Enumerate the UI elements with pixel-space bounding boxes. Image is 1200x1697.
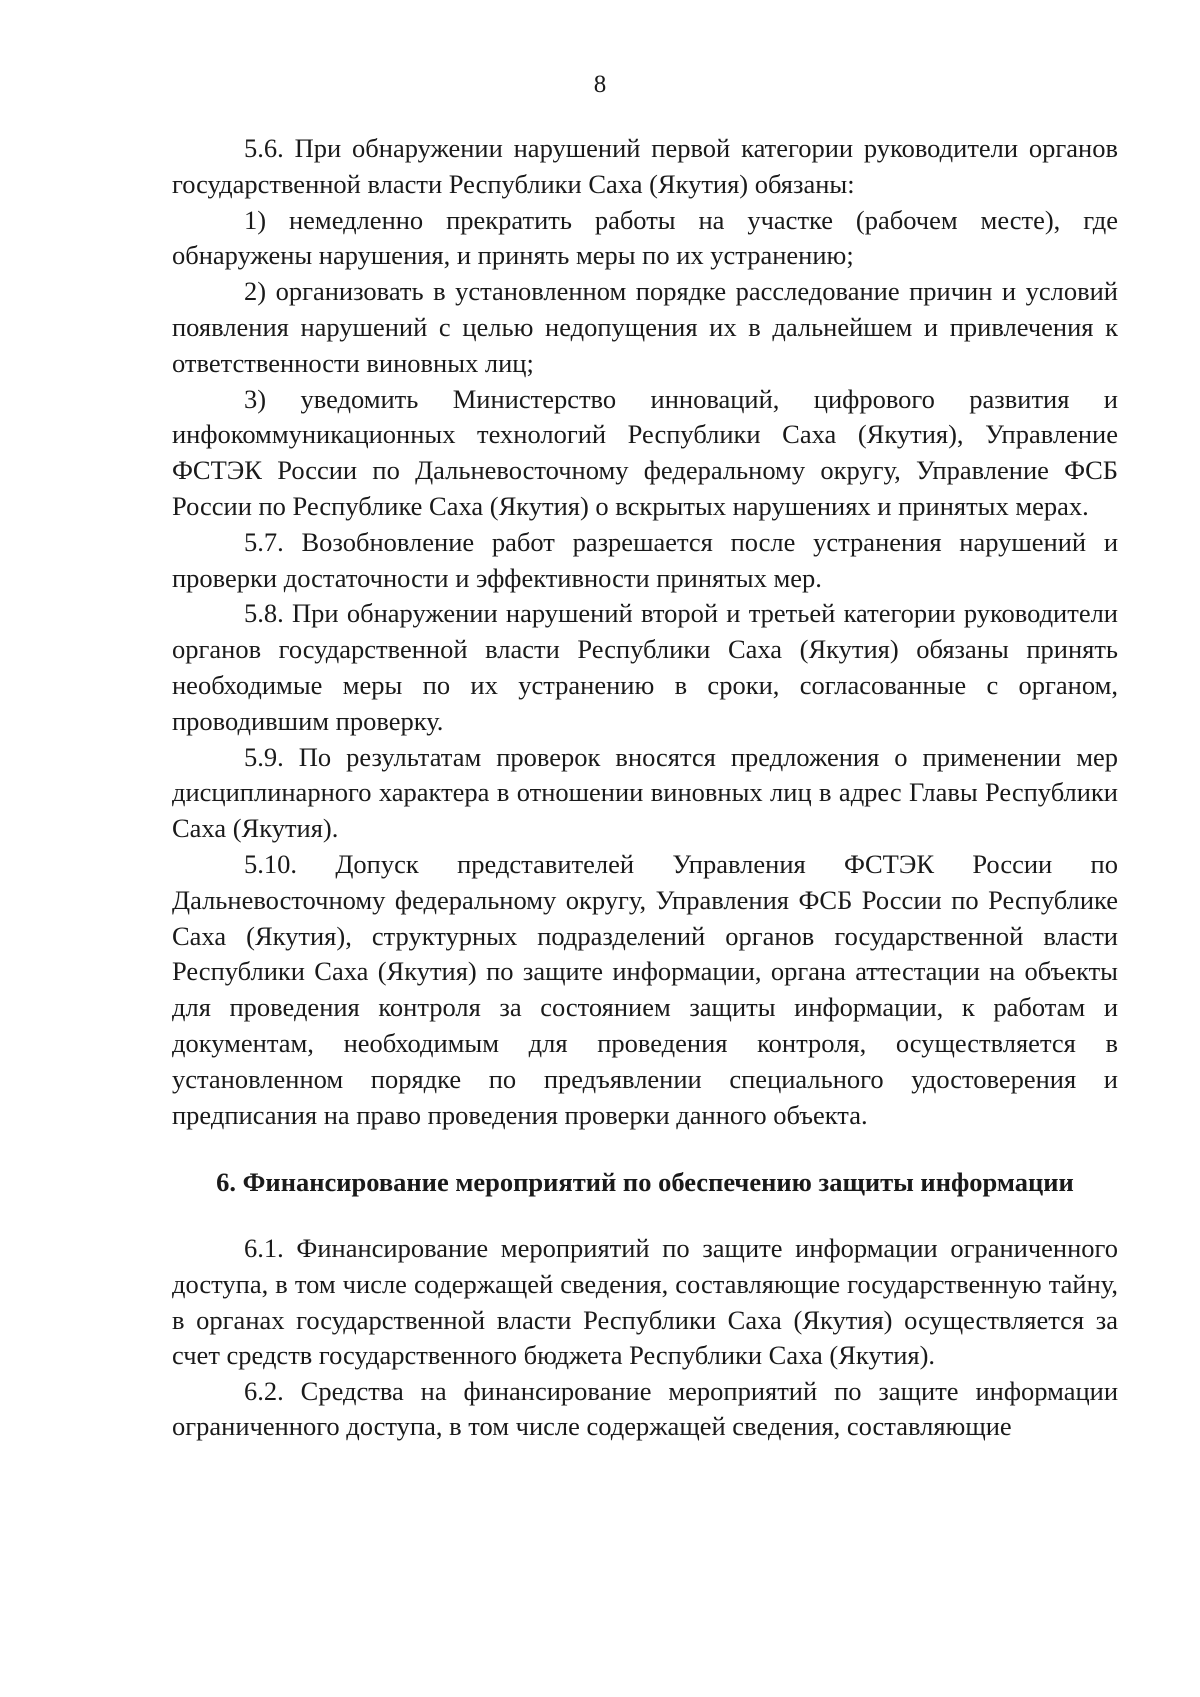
- paragraph-5-10: 5.10. Допуск представителей Управления ФСТЭК России по Дальневосточному федеральному округу, Управления ФСБ России по Республике Саха (Якутия), структурных подразделений органов государственной власти Республики Саха (Якутия) по защите информации, органа аттестации на объекты для проведения контроля за состоянием защиты информации, к работам и документам, необходимым для проведения контроля, осуществляется в установленном порядке по предъявлении специального удостоверения и предписания на право проведения проверки данного объекта.: [172, 848, 1118, 1130]
- paragraph-5-7: 5.7. Возобновление работ разрешается после устранения нарушений и проверки достаточности и эффективности принятых мер.: [172, 526, 1118, 593]
- paragraph-5-6-item-3: 3) уведомить Министерство инноваций, цифрового развития и инфокоммуникационных технологий Республики Саха (Якутия), Управление ФСТЭК России по Дальневосточному федеральному округу, Управление ФСБ России по Республике Саха (Якутия) о вскрытых нарушениях и принятых мерах.: [172, 383, 1118, 521]
- section-6-heading: 6. Финансирование мероприятий по обеспечению защиты информации: [216, 1167, 1074, 1198]
- paragraph-6-2: 6.2. Средства на финансирование мероприятий по защите информации ограниченного доступа, в том числе содержащей сведения, составляющие: [172, 1375, 1118, 1442]
- paragraph-5-6-item-2: 2) организовать в установленном порядке расследование причин и условий появления нарушений с целью недопущения их в дальнейшем и привлечения к ответственности виновных лиц;: [172, 276, 1118, 378]
- paragraph-5-9: 5.9. По результатам проверок вносятся предложения о применении мер дисциплинарного характера в отношении виновных лиц в адрес Главы Республики Саха (Якутия).: [172, 741, 1118, 844]
- document-body: [172, 131, 1118, 1445]
- paragraph-5-6-item-1: 1) немедленно прекратить работы на участке (рабочем месте), где обнаружены нарушения, и принять меры по их устранению;: [172, 204, 1118, 271]
- paragraph-5-8: 5.8. При обнаружении нарушений второй и третьей категории руководители органов государственной власти Республики Саха (Якутия) обязаны принять необходимые меры по их устранению в сроки, согласованные с органом, проводившим проверку.: [172, 598, 1118, 736]
- paragraph-5-6: 5.6. При обнаружении нарушений первой категории руководители органов государственной власти Республики Саха (Якутия) обязаны:: [172, 133, 1118, 199]
- paragraph-6-1: 6.1. Финансирование мероприятий по защите информации ограниченного доступа, в том числе содержащей сведения, составляющие государственную тайну, в органах государственной власти Республики Саха (Якутия) осуществляется за счет средств государственного бюджета Республики Саха (Якутия).: [172, 1233, 1118, 1371]
- page-number: 8: [593, 71, 607, 98]
